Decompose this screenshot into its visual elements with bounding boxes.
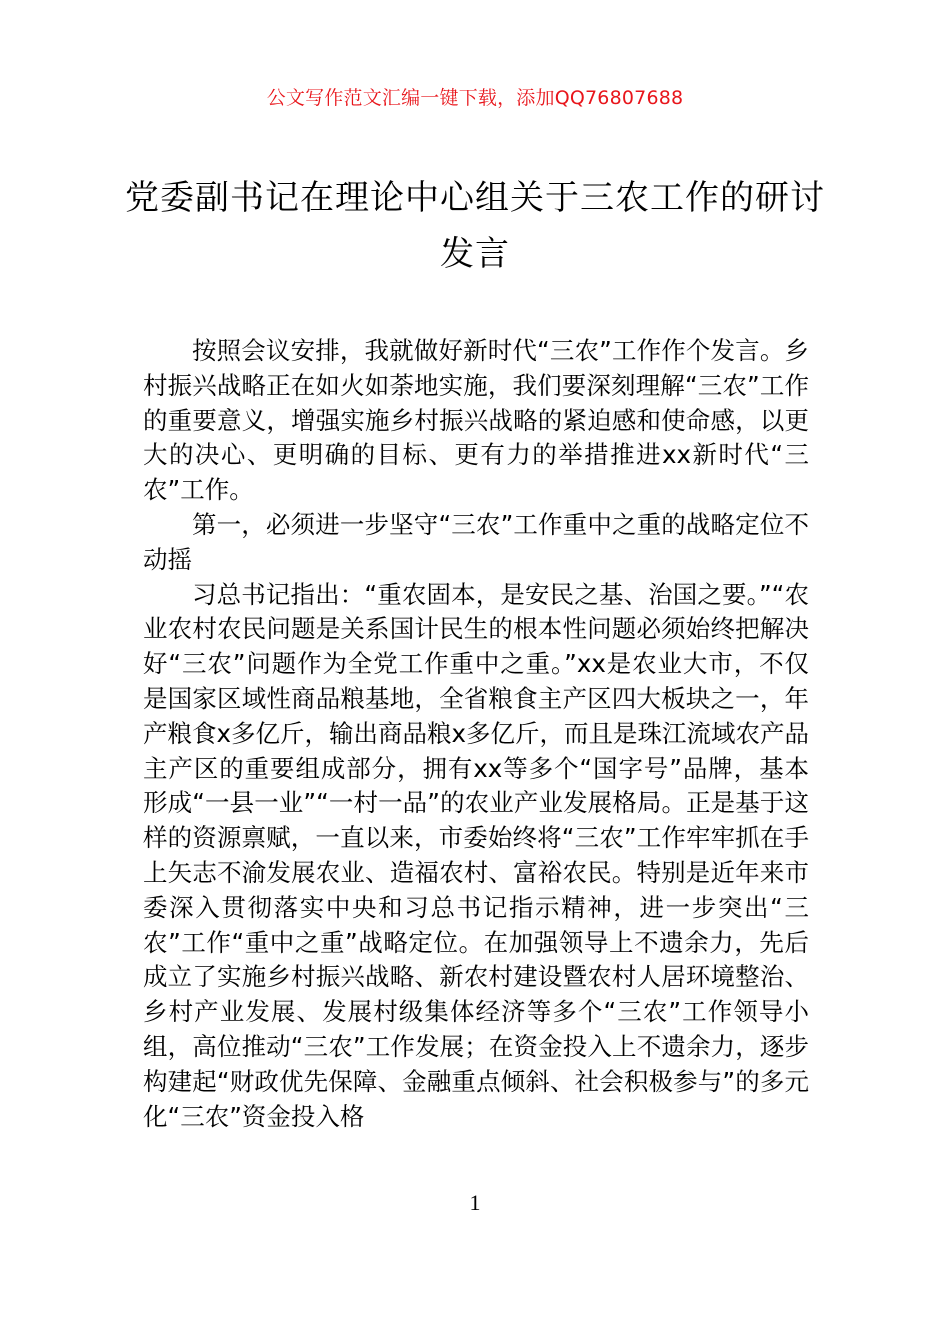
paragraph-section-heading: 第一，必须进一步坚守“三农”工作重中之重的战略定位不动摇 [143, 509, 809, 574]
document-title: 党委副书记在理论中心组关于三农工作的研讨发言 [125, 178, 825, 274]
paragraph-intro: 按照会议安排，我就做好新时代“三农”工作作个发言。乡村振兴战略正在如火如荼地实施，我们要深刻理解“三农”工作的重要意义，增强实施乡村振兴战略的紧迫感和使命感，以更大的决心、更明确的目标、更有力的举措推进xx新时代“三农”工作。 [143, 336, 809, 505]
header-promo-note: 公文写作范文汇编一键下载，添加QQ76807688 [266, 87, 684, 109]
document-body [143, 334, 809, 1134]
paragraph-body: 习总书记指出：“重农固本，是安民之基、治国之要。”“农业农村农民问题是关系国计民生的根本性问题必须始终把解决好“三农”问题作为全党工作重中之重。”xx是农业大市，不仅是国家区域性商品粮基地，全省粮食主产区四大板块之一，年产粮食x多亿斤，输出商品粮x多亿斤，而且是珠江流域农产品主产区的重要组成部分，拥有xx等多个“国字号”品牌，基本形成“一县一业”“一村一品”的农业产业发展格局。正是基于这样的资源禀赋，一直以来，市委始终将“三农”工作牢牢抓在手上矢志不渝发展农业、造福农村、富裕农民。特别是近年来市委深入贯彻落实中央和习总书记指示精神，进一步突出“三农”工作“重中之重”战略定位。在加强领导上不遗余力，先后成立了实施乡村振兴战略、新农村建设暨农村人居环境整治、乡村产业发展、发展村级集体经济等多个“三农”工作领导小组，高位推动“三农”工作发展；在资金投入上不遗余力，逐步构建起“财政优先保障、金融重点倾斜、社会积极参与”的多元化“三农”资金投入格 [143, 579, 809, 1131]
page-number: 1 [469, 1190, 481, 1215]
